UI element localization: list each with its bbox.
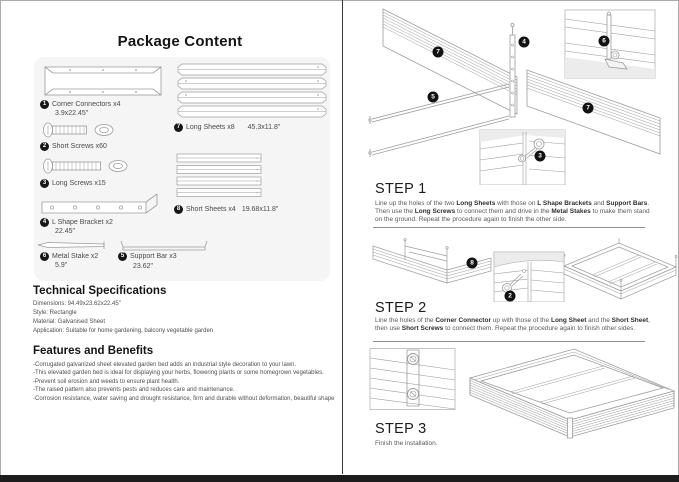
step3-instructions: Finish the installation.	[375, 440, 438, 447]
part-number-badge: 1	[40, 100, 49, 109]
part-number-badge: 8	[174, 205, 183, 214]
step2-instructions: Line the holes of the Corner Connector up with those of the Long Sheet and the Short Sheet, then use Short Screws to connect them. Repeat the procedure again to finish other sides.	[375, 317, 650, 332]
corner-connector-illustration	[40, 63, 166, 99]
part-size: 45.3x11.8"	[247, 124, 281, 131]
part-short-sheets: 8 Short Sheets x4 19.68x11.8"	[174, 205, 278, 214]
l-bracket-illustration	[40, 193, 162, 217]
feature-line: -Corrugated galvanized sheet elevated garden bed adds an industrial style decoration to your lawn.	[33, 362, 297, 368]
callout-long-screw: 3	[535, 151, 546, 162]
part-metal-stake: 6 Metal Stake x2	[40, 252, 98, 261]
short-sheets-illustration	[174, 152, 266, 202]
spec-line: Style: Rectangle	[33, 310, 77, 316]
callout-short-screw: 2	[505, 291, 516, 302]
callout-metal-stake: 6	[599, 36, 610, 47]
part-size: 19.68x11.8"	[241, 206, 279, 213]
features-and-benefits	[33, 345, 335, 403]
callout-corner-connector: 4	[519, 37, 530, 48]
spec-line: Application: Suitable for home gardening, balcony vegetable garden	[33, 328, 214, 334]
feature-line: -This elevated garden bed is ideal for displaying your herbs, flowering plants or some homegrown vegetables.	[33, 370, 324, 377]
callout-assembled-side: 8	[467, 258, 478, 269]
part-l-shape-bracket: 4 L Shape Bracket x2	[40, 218, 113, 227]
bottom-edge-bar	[0, 475, 679, 482]
feature-line: -Corrosion resistance, water saving and drought resistance, firm and durable without deformation, beautiful shape	[33, 395, 335, 402]
part-size: 23.62"	[133, 263, 154, 270]
features-title: Features and Benefits	[33, 345, 154, 357]
page-title: Package Content	[117, 33, 243, 50]
part-corner-connectors: 1 Corner Connectors x4	[40, 100, 120, 109]
assembly-steps-panel	[343, 0, 679, 474]
step2-title: STEP 2	[375, 300, 427, 316]
section-divider	[373, 227, 645, 228]
part-long-sheets: 7 Long Sheets x8 45.3x11.8"	[174, 123, 280, 132]
part-number-badge: 6	[40, 252, 49, 261]
callout-long-sheet-right: 7	[583, 103, 594, 114]
short-screw-illustration	[40, 120, 122, 140]
long-sheets-illustration	[174, 62, 330, 122]
part-size: 3.9x22.45"	[55, 110, 89, 117]
part-number-badge: 3	[40, 179, 49, 188]
callout-long-sheet-left: 7	[433, 47, 444, 58]
parts-list-panel	[34, 57, 330, 281]
part-number-badge: 5	[118, 252, 127, 261]
section-divider	[373, 341, 645, 342]
part-number-badge: 4	[40, 218, 49, 227]
technical-specifications	[33, 285, 213, 336]
support-bar-illustration	[118, 238, 210, 252]
part-number-badge: 7	[174, 123, 183, 132]
callout-support-bar: 5	[428, 92, 439, 103]
step1-instructions: Line up the holes of the two Long Sheets with those on L Shape Brackets and Support Bars. Then use the Long Screws to connect them and drive in the Metal Stakes to make them stand on the ground. Repeat the procedure again to finish the other side.	[375, 200, 650, 223]
step1-diagram	[343, 5, 678, 185]
step3-title: STEP 3	[375, 421, 427, 437]
specs-title: Technical Specifications	[33, 285, 167, 297]
part-long-screws: 3 Long Screws x15	[40, 179, 106, 188]
part-size: 5.9"	[55, 262, 68, 269]
part-short-screws: 2 Short Screws x60	[40, 142, 107, 151]
metal-stake-illustration	[36, 240, 114, 250]
long-screw-illustration	[40, 156, 136, 176]
package-content-panel	[0, 0, 342, 474]
part-size: 22.45"	[55, 228, 76, 235]
spec-line: Dimensions: 94.49x23.62x22.45"	[33, 301, 121, 307]
feature-line: -Prevent soil erosion and weeds to ensure plant health.	[33, 378, 180, 385]
part-number-badge: 2	[40, 142, 49, 151]
feature-line: -The raised pattern also prevents pests and reduces care and maintenance.	[33, 387, 235, 394]
step1-title: STEP 1	[375, 181, 427, 197]
spec-line: Material: Galvanised Sheet	[33, 319, 106, 325]
part-support-bar: 5 Support Bar x3	[118, 252, 177, 261]
